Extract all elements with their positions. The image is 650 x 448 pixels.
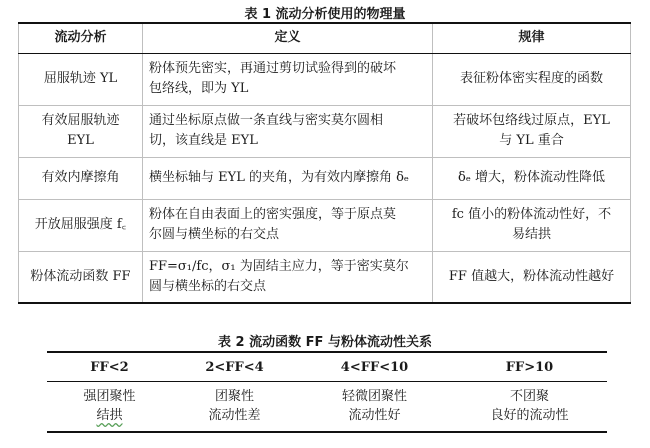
cell-line: 不团聚 (509, 389, 549, 404)
cell-line: 强团聚性 (83, 389, 136, 404)
row-rule (433, 199, 631, 251)
row-term (19, 53, 143, 105)
cell-line: 团聚性 (214, 389, 254, 404)
term-line: 屈服轨迹 YL (43, 71, 118, 86)
row-rule (433, 157, 631, 199)
rule-line: fc 值小的粉体流动性好，不 (451, 207, 612, 222)
table-row (19, 251, 631, 303)
table-row (19, 105, 631, 157)
term-line: EYL (67, 133, 94, 148)
rule-line: 若破坏包络线过原点，EYL (453, 113, 610, 128)
row-definition (143, 53, 433, 105)
term-line: 粉体流动函数 FF (30, 268, 131, 284)
row-term (19, 199, 143, 251)
header-rule: 规律 (433, 23, 631, 53)
cell-line: 良好的流动性 (490, 408, 569, 423)
row-term (19, 157, 143, 199)
row-definition (143, 157, 433, 199)
row-rule (433, 53, 631, 105)
table-row (19, 157, 631, 199)
row-rule (433, 251, 631, 303)
header-ff-range: 4<FF<10 (297, 352, 452, 382)
flowability-cell (47, 382, 172, 433)
definition-line: 通过坐标原点做一条直线与密实莫尔圆相 (149, 113, 384, 128)
cell-line: 流动性差 (208, 408, 261, 423)
rule-line: 易结拱 (511, 227, 551, 242)
rule-line: FF 值越大，粉体流动性越好 (448, 268, 615, 284)
definition-line: 切，该直线是 EYL (149, 133, 258, 148)
table1-header-row (19, 23, 631, 53)
flowability-cell (452, 382, 607, 433)
definition-line: 包络线，即为 YL (149, 81, 249, 96)
row-definition (143, 199, 433, 251)
table-row (47, 382, 607, 433)
rule-line: 表征粉体密实程度的函数 (459, 71, 603, 86)
definition-line: 粉体在自由表面上的密实强度，等于原点莫 (149, 207, 397, 222)
rule-line: δₑ 增大，粉体流动性降低 (458, 170, 605, 185)
row-term (19, 251, 143, 303)
definition-line: 圆与横坐标的右交点 (149, 278, 267, 294)
header-ff-range: 2<FF<4 (172, 352, 297, 382)
flowability-cell (297, 382, 452, 433)
cell-line: 轻微团聚性 (341, 389, 407, 404)
header-ff-range: FF>10 (452, 352, 607, 382)
table-row (19, 53, 631, 105)
cell-line: 结拱 (96, 408, 123, 423)
table-row (19, 199, 631, 251)
definition-line: 横坐标轴与 EYL 的夹角，为有效内摩擦角 δₑ (149, 170, 409, 185)
table2-header-row (47, 352, 607, 382)
header-ff-range: FF<2 (47, 352, 172, 382)
row-term (19, 105, 143, 157)
definition-line: FF=σ₁/fc，σ₁ 为固结主应力，等于密实莫尔 (149, 258, 409, 274)
header-flow-analysis: 流动分析 (19, 23, 143, 53)
term-line: 开放屈服强度 f꜀ (34, 217, 127, 232)
definition-line: 尔圆与横坐标的右交点 (149, 227, 280, 242)
term-line: 有效屈服轨迹 (41, 113, 120, 128)
cell-line: 流动性好 (348, 408, 401, 423)
row-rule (433, 105, 631, 157)
table1-caption: 表 1 流动分析使用的物理量 (244, 7, 406, 22)
flowability-cell (172, 382, 297, 433)
definition-line: 粉体预先密实，再通过剪切试验得到的破坏 (149, 61, 397, 76)
table2-ff-flowability (47, 351, 607, 433)
row-definition (143, 105, 433, 157)
rule-line: 与 YL 重合 (499, 133, 564, 148)
row-definition (143, 251, 433, 303)
header-definition: 定义 (143, 23, 433, 53)
term-line: 有效内摩擦角 (41, 170, 120, 185)
table2-caption: 表 2 流动函数 FF 与粉体流动性关系 (218, 335, 432, 350)
table1-flow-quantities (18, 22, 631, 304)
